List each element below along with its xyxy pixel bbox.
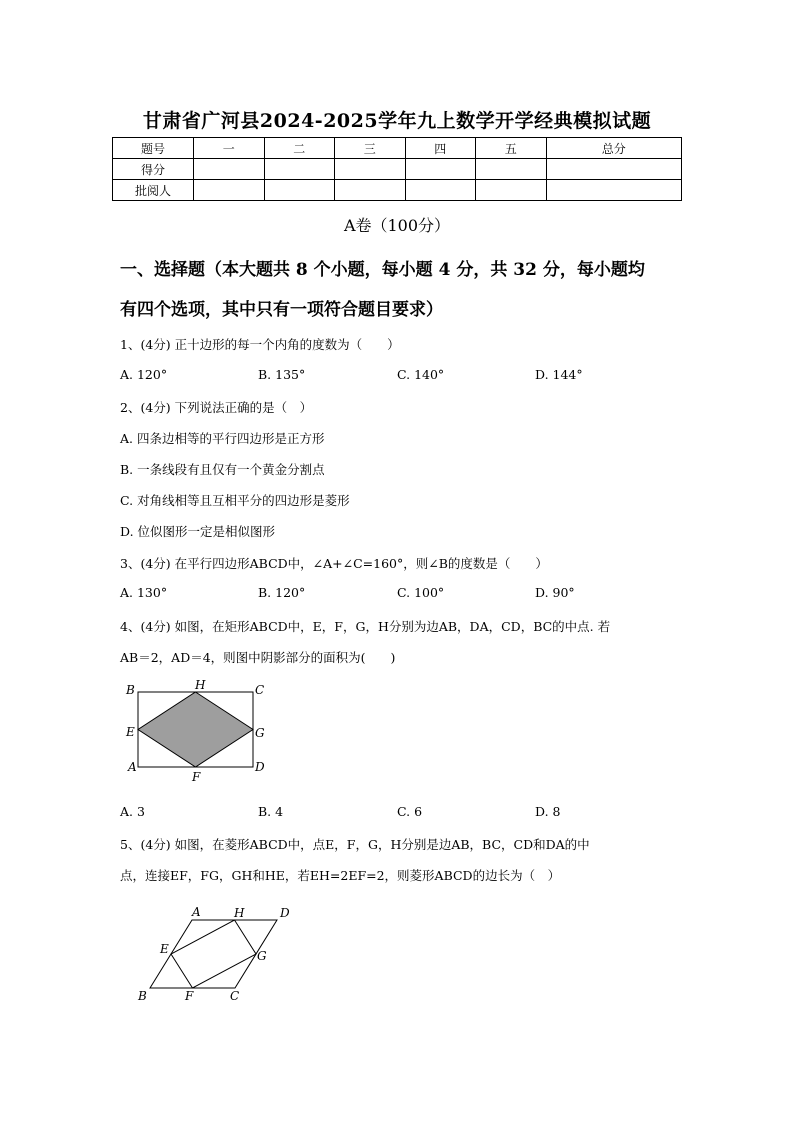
table-cell <box>476 180 547 201</box>
table-cell <box>264 159 335 180</box>
table-cell <box>476 159 547 180</box>
question-4-stem-line1: 4、(4分) 如图，在矩形ABCD中，E，F，G，H分别为边AB，DA，CD，BC的中点. 若 <box>120 619 611 634</box>
figure-label-f: F <box>192 770 201 784</box>
figure-label-g: G <box>257 949 267 963</box>
question-4-option-a: A. 3 <box>120 804 145 819</box>
figure-label-g: G <box>255 726 265 740</box>
question-3-stem: 3、(4分) 在平行四边形ABCD中，∠A+∠C=160°，则∠B的度数是（ ） <box>120 556 548 571</box>
question-3-option-d: D. 90° <box>535 585 575 600</box>
question-4-option-b: B. 4 <box>258 804 284 819</box>
figure-label-a: A <box>192 905 201 919</box>
question-1-option-c: C. 140° <box>397 367 445 382</box>
figure-label-f: F <box>185 989 194 1003</box>
table-cell <box>405 159 476 180</box>
figure-label-h: H <box>195 678 206 692</box>
question-5-stem-line1: 5、(4分) 如图，在菱形ABCD中，点E，F，G，H分别是边AB，BC，CD和DA的中 <box>120 837 590 852</box>
table-cell <box>335 180 406 201</box>
question-2-option-a: A. 四条边相等的平行四边形是正方形 <box>120 431 325 446</box>
question-4-option-c: C. 6 <box>397 804 423 819</box>
volume-title: A卷（100分） <box>343 216 451 235</box>
table-row <box>113 138 682 159</box>
table-cell <box>405 180 476 201</box>
figure-label-c: C <box>230 989 240 1003</box>
question-5-stem-line2: 点，连接EF，FG，GH和HE，若EH=2EF=2，则菱形ABCD的边长为（ ） <box>120 868 561 883</box>
question-4-option-d: D. 8 <box>535 804 561 819</box>
section-heading-line1: 一、选择题（本大题共 8 个小题，每小题 4 分，共 32 分，每小题均 <box>120 260 645 280</box>
table-cell: 五 <box>476 138 547 159</box>
question-1-option-a: A. 120° <box>120 367 168 382</box>
question-1-option-b: B. 135° <box>258 367 306 382</box>
question-2-option-d: D. 位似图形一定是相似图形 <box>120 524 276 539</box>
table-cell <box>335 159 406 180</box>
table-cell: 三 <box>335 138 406 159</box>
question-4-stem-line2: AB＝2，AD＝4，则图中阴影部分的面积为( ) <box>120 650 396 665</box>
section-heading-line2: 有四个选项，其中只有一项符合题目要求） <box>120 300 443 320</box>
table-cell: 一 <box>194 138 265 159</box>
table-row <box>113 180 682 201</box>
question-2-option-b: B. 一条线段有且仅有一个黄金分割点 <box>120 462 325 477</box>
figure-label-d: D <box>255 760 265 774</box>
table-cell: 总分 <box>546 138 682 159</box>
table-cell <box>546 159 682 180</box>
question-3-option-a: A. 130° <box>120 585 168 600</box>
table-cell: 四 <box>405 138 476 159</box>
table-cell <box>264 180 335 201</box>
figure-label-e: E <box>126 725 135 739</box>
question-1-option-d: D. 144° <box>535 367 583 382</box>
question-1-stem: 1、(4分) 正十边形的每一个内角的度数为（ ） <box>120 337 400 352</box>
figure-label-b: B <box>126 683 135 697</box>
exam-title: 甘肃省广河县2024-2025学年九上数学开学经典模拟试题 <box>142 110 652 132</box>
score-table <box>112 137 682 201</box>
table-cell: 批阅人 <box>113 180 194 201</box>
table-cell: 题号 <box>113 138 194 159</box>
table-cell: 二 <box>264 138 335 159</box>
figure-label-c: C <box>255 683 265 697</box>
table-cell: 得分 <box>113 159 194 180</box>
question-2-stem: 2、(4分) 下列说法正确的是（ ） <box>120 400 313 415</box>
question-4-figure <box>120 675 280 790</box>
table-cell <box>546 180 682 201</box>
figure-label-b: B <box>138 989 147 1003</box>
table-row <box>113 159 682 180</box>
question-3-option-b: B. 120° <box>258 585 306 600</box>
figure-label-e: E <box>160 942 169 956</box>
question-2-option-c: C. 对角线相等且互相平分的四边形是菱形 <box>120 493 350 508</box>
figure-label-d: D <box>280 906 290 920</box>
figure-label-a: A <box>128 760 137 774</box>
question-5-figure <box>135 900 305 1010</box>
table-cell <box>194 159 265 180</box>
table-cell <box>194 180 265 201</box>
figure-label-h: H <box>234 906 245 920</box>
question-3-option-c: C. 100° <box>397 585 445 600</box>
